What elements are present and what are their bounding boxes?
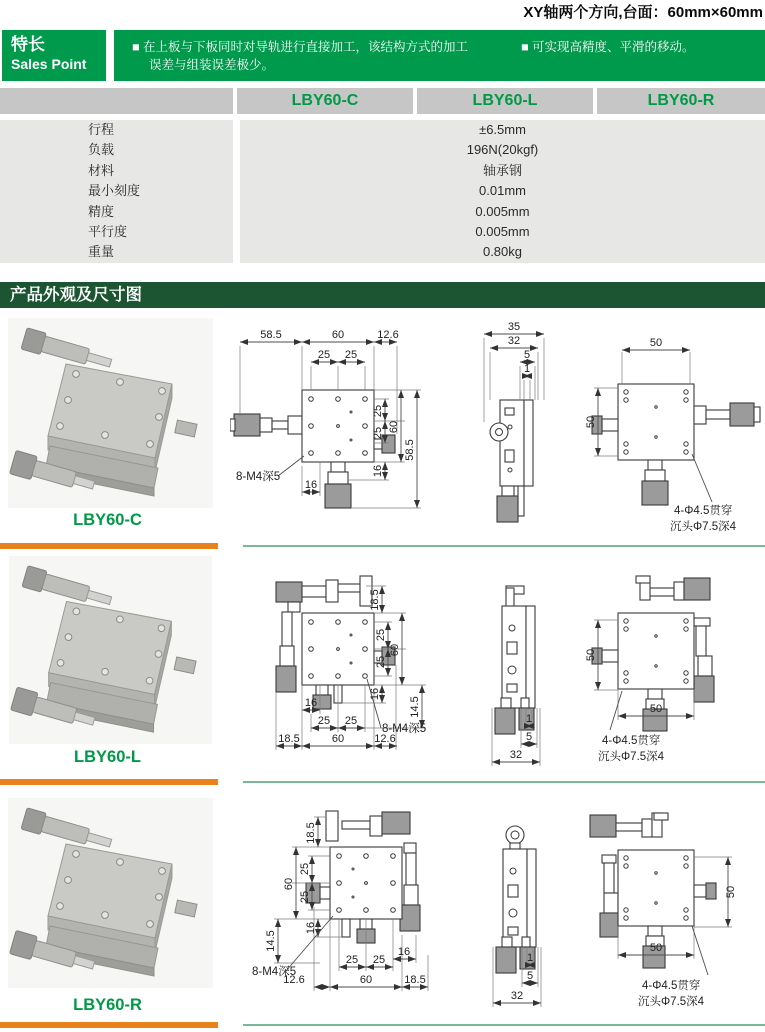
hole-note-2: 沉头Φ7.5深4 xyxy=(638,996,705,1008)
stage-outline xyxy=(306,811,420,943)
dim-label: 25 xyxy=(299,890,311,904)
thread-note: 8-M4深5 xyxy=(382,723,427,735)
drawing-plan-lby60l xyxy=(556,558,765,776)
spec-value-weight: 0.80kg xyxy=(482,244,523,260)
green-divider-3 xyxy=(243,1024,765,1026)
spec-label-parallelism: 平行度 xyxy=(88,223,128,239)
dim-label: 1 xyxy=(525,713,533,725)
drawing-front-lby60c xyxy=(230,322,465,540)
sales-bullet-1 xyxy=(132,38,468,74)
drawing-plan-lby60r xyxy=(556,795,765,1017)
dim-label: 25 xyxy=(344,349,358,361)
dim-label: 25 xyxy=(375,628,387,642)
dim-label: 14.5 xyxy=(409,696,421,718)
dim-label: 16 xyxy=(304,697,318,709)
dim-label: 60 xyxy=(331,733,345,745)
stage-outline xyxy=(592,384,760,505)
spec-value-material: 轴承钢 xyxy=(482,162,522,178)
spec-header-lby60r: LBY60-R xyxy=(597,88,765,114)
drawing-side-lby60c xyxy=(466,322,561,540)
dim-label: 25 xyxy=(372,426,384,440)
hole-note-1: 4-Φ4.5贯穿 xyxy=(674,505,733,517)
sales-bullet-1-line2: 误差与组装误差极少。 xyxy=(149,58,275,72)
spec-label-travel: 行程 xyxy=(88,122,115,137)
dim-label: 50 xyxy=(649,703,663,715)
spec-row-labels xyxy=(0,120,233,263)
product-photo-lby60r xyxy=(8,795,213,991)
dim-label: 25 xyxy=(345,954,359,966)
dim-label: 16 xyxy=(304,479,318,491)
drawing-front-lby60r xyxy=(230,795,465,1017)
thread-note: 8-M4深5 xyxy=(252,966,297,978)
dim-label: 16 xyxy=(369,687,381,701)
spec-value-resolution: 0.01mm xyxy=(479,183,526,199)
dim-label: 12.6 xyxy=(283,974,305,986)
drawing-front-lby60l xyxy=(230,558,465,776)
dim-label: 50 xyxy=(585,415,597,429)
dim-label: 5 xyxy=(526,970,534,982)
orange-divider-2 xyxy=(0,779,218,785)
product-photo-lby60l xyxy=(8,556,213,744)
stage-outline xyxy=(490,400,533,522)
stage-outline xyxy=(496,826,536,973)
sales-bullet-2: ■ 可实现高精度、平滑的移动。 xyxy=(521,40,695,54)
sales-point-title-en: Sales Point xyxy=(11,56,87,72)
hole-note-1: 4-Φ4.5贯穿 xyxy=(642,980,701,992)
dim-label: 14.5 xyxy=(265,930,277,952)
dim-label: 5 xyxy=(523,349,531,361)
dim-label: 25 xyxy=(317,349,331,361)
spec-label-resolution: 最小刻度 xyxy=(88,183,141,199)
dim-label: 25 xyxy=(344,715,358,727)
orange-divider-1 xyxy=(0,543,218,549)
dim-label: 16 xyxy=(372,464,384,478)
thread-note: 8-M4深5 xyxy=(236,471,281,483)
dim-label: 18.5 xyxy=(369,589,381,611)
dim-label: 25 xyxy=(299,862,311,876)
dim-label: 25 xyxy=(317,715,331,727)
hole-note-1: 4-Φ4.5贯穿 xyxy=(602,735,661,747)
section-title-bar: 产品外观及尺寸图 xyxy=(0,282,765,308)
spec-label-material: 材料 xyxy=(88,162,115,178)
dim-label: 32 xyxy=(510,990,524,1002)
sales-point-box xyxy=(2,30,106,81)
spec-value-accuracy: 0.005mm xyxy=(475,203,530,219)
spec-header-lby60c: LBY60-C xyxy=(237,88,413,114)
dim-label: 60 xyxy=(359,974,373,986)
spec-value-travel: ±6.5mm xyxy=(479,122,526,137)
dim-label: 25 xyxy=(372,404,384,418)
green-divider-1 xyxy=(243,545,765,547)
spec-label-weight: 重量 xyxy=(88,244,115,260)
product-label-lby60r: LBY60-R xyxy=(73,996,142,1014)
dim-label: 25 xyxy=(375,655,387,669)
page-title-note: XY轴两个方向,台面：60mm×60mm xyxy=(523,4,763,21)
dim-label: 16 xyxy=(397,946,411,958)
dim-label: 60 xyxy=(331,329,345,341)
drawing-side-lby60l xyxy=(468,558,563,776)
dim-label: 18.5 xyxy=(305,822,317,844)
sales-bullet-1-line1: ■ 在上板与下板同时对导轨进行直接加工，该结构方式的加工 xyxy=(132,40,469,54)
hole-note-2: 沉头Φ7.5深4 xyxy=(598,751,665,763)
product-photo-lby60c xyxy=(8,318,213,510)
dim-label: 16 xyxy=(305,921,317,935)
sales-point-bar xyxy=(114,30,765,81)
hole-note-2: 沉头Φ7.5深4 xyxy=(670,521,737,533)
dim-label: 60 xyxy=(389,643,401,657)
dim-label: 5 xyxy=(525,731,533,743)
dim-label: 12.6 xyxy=(377,329,399,341)
orange-divider-3 xyxy=(0,1022,218,1028)
dim-label: 50 xyxy=(585,648,597,662)
dim-label: 58.5 xyxy=(404,439,416,461)
product-label-lby60c: LBY60-C xyxy=(73,511,142,529)
dim-label: 60 xyxy=(388,420,400,434)
dim-label: 1 xyxy=(526,952,534,964)
drawing-plan-lby60c xyxy=(556,322,765,540)
drawing-side-lby60r xyxy=(470,795,565,1017)
spec-value-load: 196N(20kgf) xyxy=(466,142,539,158)
stage-outline xyxy=(495,586,535,734)
dim-label: 50 xyxy=(725,885,737,899)
spec-row-values xyxy=(240,120,765,263)
dim-label: 60 xyxy=(283,877,295,891)
dim-label: 18.5 xyxy=(278,733,300,745)
dim-label: 32 xyxy=(507,335,521,347)
spec-label-load: 负载 xyxy=(88,142,115,158)
product-label-lby60l: LBY60-L xyxy=(74,748,141,766)
dim-label: 18.5 xyxy=(404,974,426,986)
dim-label: 50 xyxy=(649,942,663,954)
sales-point-title-cn: 特长 xyxy=(11,35,45,54)
dim-label: 25 xyxy=(372,954,386,966)
spec-value-parallelism: 0.005mm xyxy=(475,223,530,239)
dim-label: 35 xyxy=(507,322,521,333)
dim-label: 50 xyxy=(649,337,663,349)
dim-label: 1 xyxy=(523,363,531,375)
dim-label: 32 xyxy=(509,749,523,761)
spec-header-empty xyxy=(0,88,233,114)
green-divider-2 xyxy=(243,781,765,783)
spec-label-accuracy: 精度 xyxy=(88,203,115,219)
spec-header-lby60l: LBY60-L xyxy=(417,88,593,114)
dim-label: 12.6 xyxy=(374,733,396,745)
dim-label: 58.5 xyxy=(260,329,282,341)
